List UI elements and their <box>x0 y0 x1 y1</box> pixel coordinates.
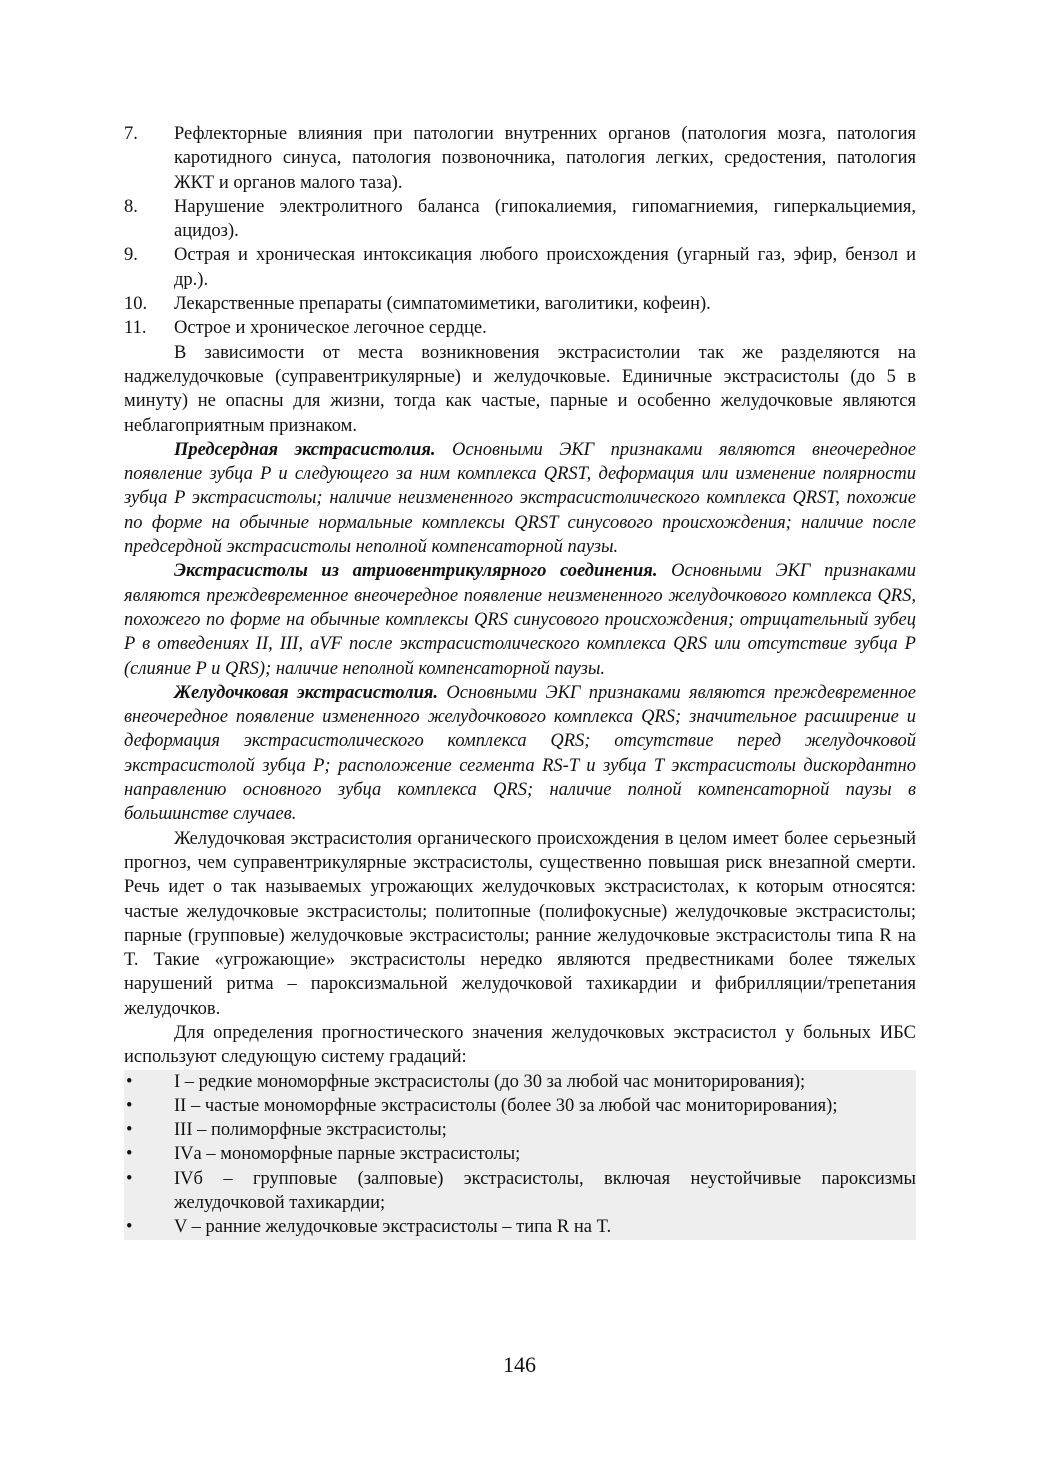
paragraph-ventricular-extrasystole <box>124 681 916 827</box>
list-item-text: V – ранние желудочковые экстрасистолы – типа R на T. <box>174 1217 612 1238</box>
list-item-text: Острое и хроническое легочное сердце. <box>174 318 487 339</box>
ventricular-text: Основными ЭКГ признаками являются преждевременное внеочередное появление измененного желудочкового комплекса QRS; значительное расширение и деформация экстрасистолического комплекса QRS; отсутствие перед желудочковой экстрасистолой зубца P; расположение сегмента RS-T и зубца T экстрасистолы дискордантно направлению основного зубца комплекса QRS; наличие полной компенсаторной паузы в большинстве случаев. <box>124 682 916 825</box>
list-item-number: 9. <box>124 245 138 266</box>
paragraph-atrial-extrasystole <box>124 438 916 559</box>
list-item <box>124 292 916 316</box>
list-item <box>124 1094 916 1118</box>
list-item <box>124 122 916 195</box>
list-item-text: III – полиморфные экстрасистолы; <box>174 1120 447 1141</box>
list-item-number: 8. <box>124 196 138 217</box>
list-item-text: Острая и хроническая интоксикация любого происхождения (угарный газ, эфир, бензол и др.). <box>174 245 916 290</box>
av-junction-heading: Экстрасистолы из атриовентрикулярного соединения. <box>174 561 658 582</box>
bullet-icon: • <box>126 1120 133 1141</box>
list-item <box>124 1167 916 1216</box>
list-item-text: I – редкие мономорфные экстрасистолы (до 30 за любой час мониторирования); <box>174 1071 806 1092</box>
bullet-icon: • <box>126 1144 133 1165</box>
bullet-icon: • <box>126 1217 133 1238</box>
list-item <box>124 195 916 244</box>
list-item-text: Рефлекторные влияния при патологии внутренних органов (патология мозга, патология каротидного синуса, патология позвоночника, патология легких, средостения, патология ЖКТ и органов малого таза). <box>174 124 916 193</box>
paragraph-organic-origin: Желудочковая экстрасистолия органического происхождения в целом имеет более серьезный прогноз, чем суправентрикулярные экстрасистолы, существенно повышая риск внезапной смерти. Речь идет о так называемых угрожающих желудочковых экстрасистолах, к которым относятся: частые желудочковые экстрасистолы; политопные (полифокусные) желудочковые экстрасистолы; парные (групповые) желудочковые экстрасистолы; ранние желудочковые экстрасистолы типа R на T. Такие «угрожающие» экстрасистолы нередко являются предвестниками более тяжелых нарушений ритма – пароксизмальной желудочковой тахикардии и фибрилляции/трепетания желудочков. <box>124 828 916 1019</box>
list-item-text: Нарушение электролитного баланса (гипокалиемия, гипомагниемия, гиперкальциемия, ацидоз). <box>174 196 916 242</box>
list-item <box>124 243 916 292</box>
list-item-text: II – частые мономорфные экстрасистолы (более 30 за любой час мониторирования); <box>174 1095 838 1116</box>
atrial-text: Основными ЭКГ признаками являются внеочередное появление зубца P и следующего за ним комплекса QRST, деформация или изменение полярности зубца P экстрасистолы; наличие неизмененного экстрасистолического комплекса QRST, похожие по форме на обычные нормальные комплексы QRST синусового происхождения; наличие после предсердной экстрасистолы неполной компенсаторной паузы. <box>124 439 916 558</box>
list-item-text: Лекарственные препараты (симпатомиметики, ваголитики, кофеин). <box>174 294 711 315</box>
page-number: 146 <box>503 1352 536 1377</box>
bullet-icon: • <box>126 1095 133 1116</box>
list-item-number: 7. <box>124 124 138 144</box>
list-item <box>124 1215 916 1239</box>
list-item <box>124 1142 916 1166</box>
list-item-text: IVа – мономорфные парные экстрасистолы; <box>174 1144 521 1165</box>
list-item-number: 10. <box>124 294 148 315</box>
list-item <box>124 316 916 340</box>
list-item <box>124 1118 916 1142</box>
paragraph-gradation-intro: Для определения прогностического значения желудочковых экстрасистол у больных ИБС используют следующую систему градаций: <box>124 1022 916 1068</box>
atrial-heading: Предсердная экстрасистолия. <box>174 439 436 460</box>
bullet-icon: • <box>126 1168 133 1189</box>
bullet-icon: • <box>126 1071 133 1092</box>
ventricular-heading: Желудочковая экстрасистолия. <box>174 682 439 703</box>
paragraph-classification: В зависимости от места возникновения экстрасистолии так же разделяются на наджелудочковые (суправентрикулярные) и желудочковые. Единичные экстрасистолы (до 5 в минуту) не опасны для жизни, тогда как частые, парные и особенно желудочковые являются неблагоприятным признаком. <box>124 342 916 436</box>
list-item-number: 11. <box>124 318 147 339</box>
av-junction-text: Основными ЭКГ признаками являются преждевременное внеочередное появление неизмененного желудочкового комплекса QRS, похожего по форме на обычные комплексы QRS синусового происхождения; отрицательный зубец P в отведениях II, III, aVF после экстрасистолического комплекса QRS или отсутствие зубца P (слияние P и QRS); наличие неполной компенсаторной паузы. <box>124 561 916 679</box>
list-item <box>124 1070 916 1094</box>
list-item-text: IVб – групповые (залповые) экстрасистолы, включая неустойчивые пароксизмы желудочковой тахикардии; <box>174 1168 916 1214</box>
paragraph-av-junction-extrasystole <box>124 559 916 680</box>
page-content <box>124 122 916 1240</box>
gradation-list <box>124 1070 916 1240</box>
